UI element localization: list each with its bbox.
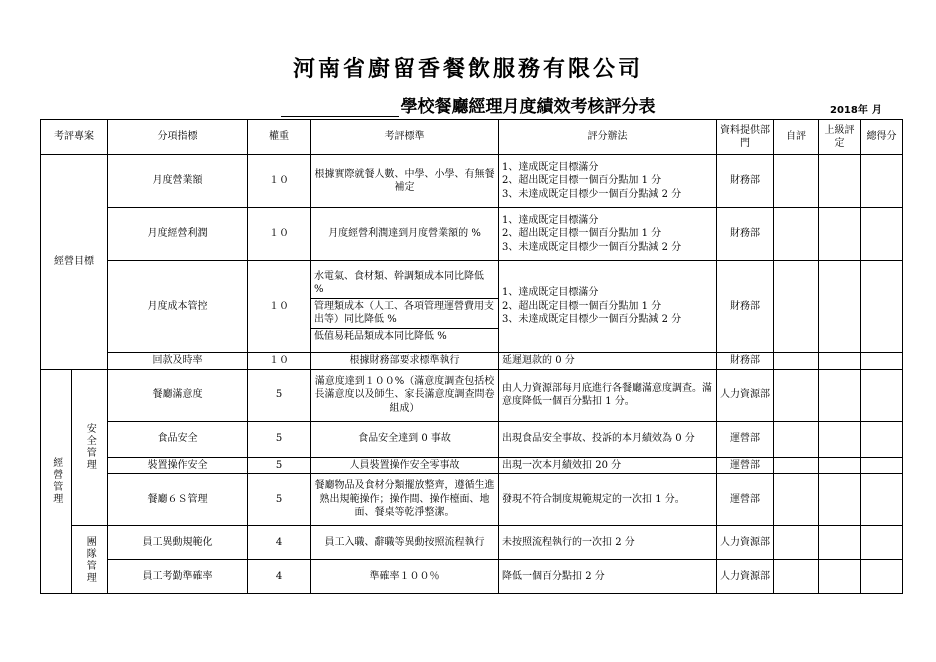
standard-cell: 食品安全達到 0 事故 [311, 421, 499, 457]
method-line: 1、達成既定目標滿分 [502, 161, 599, 173]
standard-cell: 人員裝置操作安全零事故 [311, 457, 499, 474]
self-score-cell[interactable] [774, 457, 819, 474]
subgroup-safety-wrap [72, 369, 108, 526]
header-self: 自評 [774, 120, 819, 155]
dept-cell: 財務部 [717, 353, 774, 370]
standard-line: 管理類成本（人工、各項管理運營費用支出等）同比降低 % [311, 298, 498, 328]
dept-cell: 運營部 [717, 457, 774, 474]
date-field [830, 101, 886, 116]
school-name-blank[interactable] [281, 98, 399, 117]
self-score-cell[interactable] [774, 353, 819, 370]
self-score-cell[interactable] [774, 421, 819, 457]
self-score-cell[interactable] [774, 155, 819, 208]
weight-cell: 5 [248, 369, 311, 421]
total-score-cell[interactable] [861, 421, 903, 457]
dept-cell: 財務部 [717, 261, 774, 353]
weight-cell: １０ [248, 261, 311, 353]
method-line: 1、達成既定目標滿分 [502, 287, 599, 299]
total-score-cell[interactable] [861, 526, 903, 560]
group-management: 經營管理 [41, 369, 72, 594]
weight-cell: １０ [248, 155, 311, 208]
form-subtitle [0, 92, 936, 117]
header-total: 總得分 [861, 120, 903, 155]
table-row [41, 208, 903, 261]
indicator-cell: 員工異動規範化 [108, 526, 248, 560]
header-indicator: 分項指標 [108, 120, 248, 155]
self-score-cell[interactable] [774, 560, 819, 594]
self-score-cell[interactable] [774, 208, 819, 261]
total-score-cell[interactable] [861, 457, 903, 474]
total-score-cell[interactable] [861, 261, 903, 353]
subgroup-team: 團隊管理 [84, 535, 96, 584]
table-row [41, 474, 903, 526]
superior-score-cell[interactable] [819, 261, 861, 353]
self-score-cell[interactable] [774, 526, 819, 560]
header-method: 評分辦法 [499, 120, 717, 155]
table-row [41, 155, 903, 208]
weight-cell: 5 [248, 457, 311, 474]
total-score-cell[interactable] [861, 369, 903, 421]
indicator-cell: 餐廳６Ｓ管理 [108, 474, 248, 526]
page-title: 河南省廚留香餐飲服務有限公司 [292, 56, 643, 82]
standard-cell: 餐廳物品及食材分類擺放整齊，遵循生進熟出規範操作；操作間、操作檯面、地面、餐桌等乾淨整潔。 [311, 474, 499, 526]
method-cell: 發現不符合制度規範規定的一次扣 1 分。 [499, 474, 717, 526]
subgroup-safety: 安全管理 [84, 423, 96, 472]
method-line: 2、超出既定目標一個百分點加 1 分 [502, 300, 662, 312]
total-score-cell[interactable] [861, 560, 903, 594]
standard-line: 水電氣、食材類、幹調類成本同比降低 % [311, 269, 498, 299]
header-superior: 上級評定 [819, 120, 861, 155]
total-score-cell[interactable] [861, 208, 903, 261]
method-line: 2、超出既定目標一個百分點加 1 分 [502, 175, 662, 187]
dept-cell: 運營部 [717, 421, 774, 457]
year-label: 2018年 [830, 105, 868, 116]
table-row [41, 353, 903, 370]
dept-cell: 財務部 [717, 208, 774, 261]
indicator-cell: 員工考勤準確率 [108, 560, 248, 594]
superior-score-cell[interactable] [819, 457, 861, 474]
indicator-cell: 餐廳滿意度 [108, 369, 248, 421]
table-row [41, 560, 903, 594]
method-line: 3、未達成既定目標少一個百分點減 2 分 [502, 314, 682, 326]
indicator-cell: 裝置操作安全 [108, 457, 248, 474]
superior-score-cell[interactable] [819, 526, 861, 560]
weight-cell: 5 [248, 474, 311, 526]
indicator-cell: 回款及時率 [108, 353, 248, 370]
indicator-cell: 月度經營利潤 [108, 208, 248, 261]
table-row [41, 421, 903, 457]
method-cell: 出現一次本月績效扣 20 分 [499, 457, 717, 474]
self-score-cell[interactable] [774, 261, 819, 353]
dept-cell: 人力資源部 [717, 560, 774, 594]
weight-cell: 4 [248, 526, 311, 560]
method-line: 3、未達成既定目標少一個百分點減 2 分 [502, 241, 682, 253]
standard-cell: 滿意度達到１００%（滿意度調查包括校長滿意度以及師生、家長滿意度調查問卷組成） [311, 369, 499, 421]
evaluation-table [40, 119, 903, 594]
superior-score-cell[interactable] [819, 369, 861, 421]
method-cell: 延遲迴款的 0 分 [499, 353, 717, 370]
weight-cell: 4 [248, 560, 311, 594]
indicator-cell: 月度營業額 [108, 155, 248, 208]
superior-score-cell[interactable] [819, 208, 861, 261]
dept-cell: 人力資源部 [717, 369, 774, 421]
header-row [41, 120, 903, 155]
self-score-cell[interactable] [774, 369, 819, 421]
table-row [41, 369, 903, 421]
weight-cell: １０ [248, 208, 311, 261]
standard-cell: 根據財務部要求標準執行 [311, 353, 499, 370]
standard-cell: 根據實際就餐人數、中學、小學、有無餐補定 [311, 155, 499, 208]
total-score-cell[interactable] [861, 155, 903, 208]
method-cell [499, 208, 717, 261]
method-line: 3、未達成既定目標少一個百分點減 2 分 [502, 188, 682, 200]
standard-line: 低值易耗品類成本同比降低 % [314, 330, 447, 342]
group-operations: 經營目標 [41, 155, 108, 370]
method-cell: 降低一個百分點扣 2 分 [499, 560, 717, 594]
method-line: 1、達成既定目標滿分 [502, 214, 599, 226]
header-weight: 權重 [248, 120, 311, 155]
method-cell: 出現食品安全事故、投訴的本月績效為 0 分 [499, 421, 717, 457]
form-title: 學校餐廳經理月度績效考核評分表 [400, 97, 656, 117]
method-line: 2、超出既定目標一個百分點加 1 分 [502, 228, 662, 240]
superior-score-cell[interactable] [819, 155, 861, 208]
month-label: 月 [871, 105, 882, 116]
superior-score-cell[interactable] [819, 353, 861, 370]
indicator-cell: 月度成本管控 [108, 261, 248, 353]
method-cell [499, 261, 717, 353]
method-cell: 由人力資源部每月底進行各餐廳滿意度調查。滿意度降低一個百分點扣 1 分。 [499, 369, 717, 421]
standard-cell [311, 261, 499, 353]
dept-cell: 人力資源部 [717, 526, 774, 560]
standard-cell: 員工入職、辭職等異動按照流程執行 [311, 526, 499, 560]
standard-cell: 月度經營利潤達到月度營業額的 % [311, 208, 499, 261]
total-score-cell[interactable] [861, 353, 903, 370]
method-cell: 未按照流程執行的一次扣 2 分 [499, 526, 717, 560]
dept-cell: 財務部 [717, 155, 774, 208]
dept-cell: 運營部 [717, 474, 774, 526]
table-row [41, 526, 903, 560]
table-row [41, 261, 903, 353]
superior-score-cell[interactable] [819, 560, 861, 594]
weight-cell: １０ [248, 353, 311, 370]
standard-sublist [311, 269, 498, 345]
indicator-cell: 食品安全 [108, 421, 248, 457]
header-standard: 考評標準 [311, 120, 499, 155]
table-row [41, 457, 903, 474]
subgroup-team-wrap [72, 526, 108, 594]
total-score-cell[interactable] [861, 474, 903, 526]
method-cell [499, 155, 717, 208]
superior-score-cell[interactable] [819, 421, 861, 457]
standard-cell: 準確率１００％ [311, 560, 499, 594]
weight-cell: 5 [248, 421, 311, 457]
superior-score-cell[interactable] [819, 474, 861, 526]
header-category: 考評專案 [41, 120, 108, 155]
self-score-cell[interactable] [774, 474, 819, 526]
header-dept: 資料提供部門 [717, 120, 774, 155]
